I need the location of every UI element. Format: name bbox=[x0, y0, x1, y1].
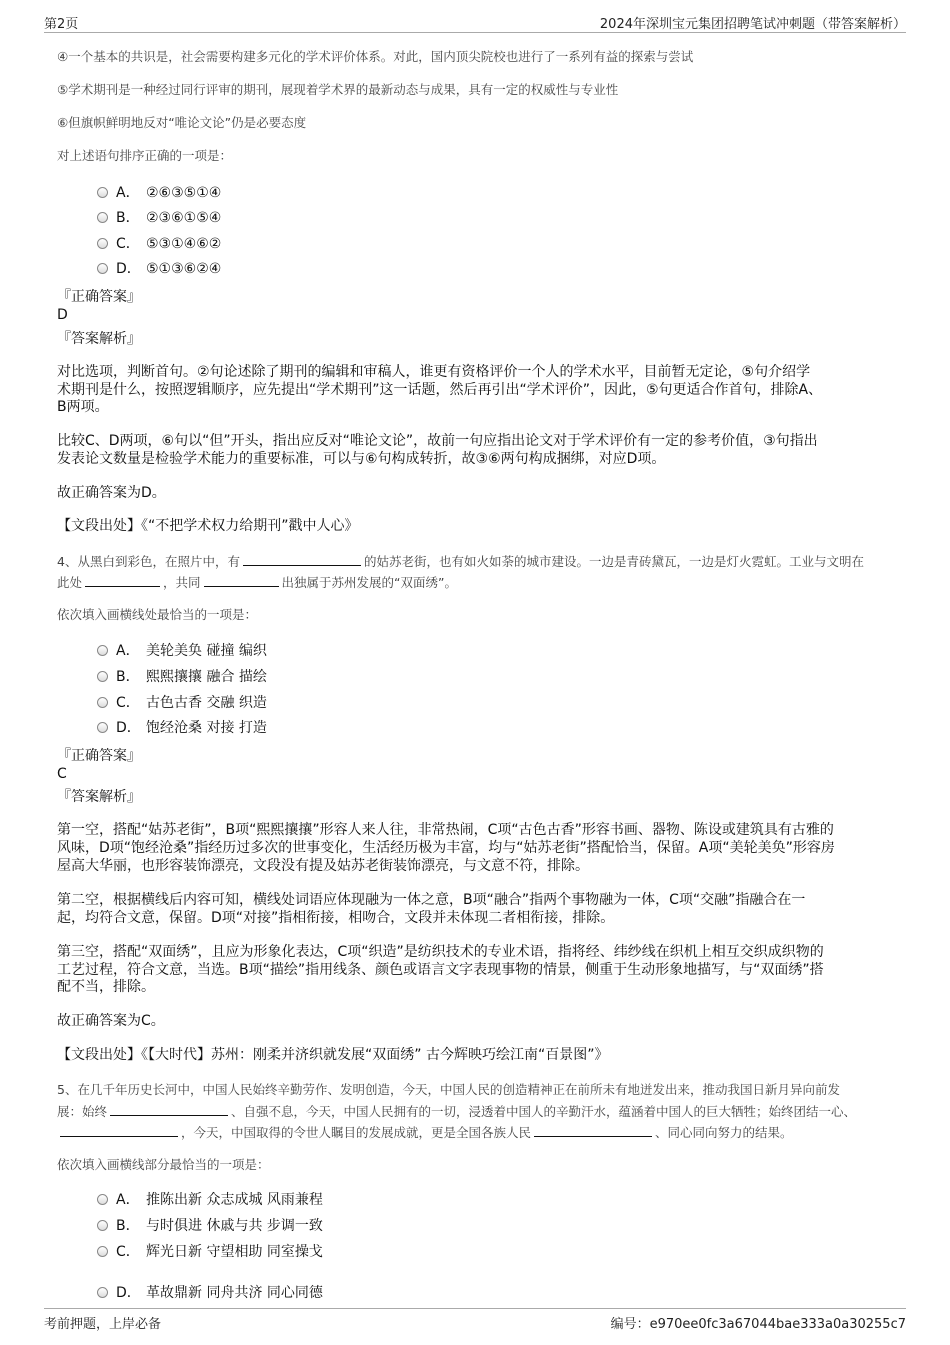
stem-text: 、同心同向努力的结果。 bbox=[655, 1125, 793, 1140]
radio-button[interactable] bbox=[97, 263, 108, 274]
analysis-line: 工艺过程，符合文意，当选。B项“描绘”指用线条、颜色或语言文字表现事物的情景，侧重于生动形象地描写，与“双面绣”搭 bbox=[57, 962, 824, 978]
option-text: 与时俱进 休戚与共 步调一致 bbox=[146, 1218, 323, 1234]
option-d[interactable] bbox=[97, 1284, 323, 1302]
radio-button[interactable] bbox=[97, 697, 108, 708]
option-text: ②③⑥①⑤④ bbox=[146, 210, 222, 226]
document-title: 2024年深圳宝元集团招聘笔试冲刺题（带答案解析） bbox=[599, 17, 906, 32]
question-stem-line bbox=[57, 1103, 856, 1121]
footer-divider bbox=[44, 1308, 906, 1309]
question-prompt: 依次填入画横线部分最恰当的一项是： bbox=[57, 1157, 270, 1172]
document-code: 编号：e970ee0fc3a67044bae333a0a30255c7 bbox=[610, 1317, 906, 1332]
analysis-line: 风味，D项“饱经沧桑”指经历过多次的世事变化，生活经历极为丰富，均与“姑苏老街”搭配恰当，保留。A项“美轮美奂”形容房 bbox=[57, 840, 835, 856]
stem-text: 展：始终 bbox=[57, 1104, 108, 1119]
option-label: B． bbox=[116, 669, 140, 685]
option-text: 推陈出新 众志成城 风雨兼程 bbox=[146, 1192, 323, 1208]
stem-text: 出独属于苏州发展的“双面绣”。 bbox=[281, 575, 457, 590]
option-label: B． bbox=[116, 1218, 140, 1234]
analysis-line: 起，均符合文意，保留。D项“对接”指相衔接，相吻合，文段并未体现二者相衔接，排除。 bbox=[57, 910, 615, 926]
fill-blank bbox=[534, 1124, 652, 1137]
option-text: 辉光日新 守望相助 同室操戈 bbox=[146, 1244, 323, 1260]
question-stem-line bbox=[57, 574, 457, 592]
analysis-line: 第一空，搭配“姑苏老街”，B项“熙熙攘攘”形容人来人往，非常热闹，C项“古色古香”形容书画、器物、陈设或建筑具有古雅的 bbox=[57, 822, 834, 838]
header-divider bbox=[44, 32, 906, 33]
radio-button[interactable] bbox=[97, 212, 108, 223]
option-text: 美轮美奂 碰撞 编织 bbox=[146, 643, 267, 659]
analysis-line: 故正确答案为D。 bbox=[57, 485, 166, 501]
fill-blank bbox=[243, 553, 361, 566]
correct-answer: C bbox=[57, 766, 67, 782]
option-text: 熙熙攘攘 融合 描绘 bbox=[146, 669, 267, 685]
option-label: A． bbox=[116, 185, 140, 201]
stem-text: 、自强不息，今天，中国人民拥有的一切，浸透着中国人的辛勤汗水，蕴涵着中国人的巨大牺牲；始终团结一心、 bbox=[231, 1104, 857, 1119]
footer-slogan: 考前押题，上岸必备 bbox=[44, 1317, 162, 1332]
option-b[interactable] bbox=[97, 209, 221, 227]
correct-answer: D bbox=[57, 307, 68, 323]
option-label: C． bbox=[116, 236, 140, 252]
statement: ⑥但旗帜鲜明地反对“唯论文论”仍是必要态度 bbox=[57, 115, 307, 130]
analysis-line: 术期刊是什么，按照逻辑顺序，应先提出“学术期刊”这一话题，然后再引出“学术评价”，因此，⑤句更适合作首句，排除A、 bbox=[57, 382, 823, 398]
option-b[interactable] bbox=[97, 668, 267, 686]
option-text: 饱经沧桑 对接 打造 bbox=[146, 720, 267, 736]
radio-button[interactable] bbox=[97, 1287, 108, 1298]
stem-text: 此处 bbox=[57, 575, 83, 590]
answer-heading: 『正确答案』 bbox=[57, 748, 141, 764]
analysis-line: 第二空，根据横线后内容可知，横线处词语应体现融为一体之意，B项“融合”指两个事物融为一体，C项“交融”指融合在一 bbox=[57, 892, 806, 908]
fill-blank bbox=[204, 574, 279, 587]
analysis-line: 第三空，搭配“双面绣”，且应为形象化表达，C项“织造”是纺织技术的专业术语，指将经、纬纱线在织机上相互交织成织物的 bbox=[57, 944, 824, 960]
stem-text: ，共同 bbox=[163, 575, 201, 590]
fill-blank bbox=[60, 1124, 178, 1137]
radio-button[interactable] bbox=[97, 187, 108, 198]
option-a[interactable] bbox=[97, 642, 267, 660]
option-c[interactable] bbox=[97, 694, 267, 712]
question-stem-line bbox=[57, 1124, 793, 1142]
statement: ④一个基本的共识是，社会需要构建多元化的学术评价体系。对此，国内顶尖院校也进行了一系列有益的探索与尝试 bbox=[57, 49, 694, 64]
radio-button[interactable] bbox=[97, 1194, 108, 1205]
radio-button[interactable] bbox=[97, 1220, 108, 1231]
option-c[interactable] bbox=[97, 1243, 323, 1261]
option-label: D． bbox=[116, 720, 141, 736]
radio-button[interactable] bbox=[97, 671, 108, 682]
fill-blank bbox=[110, 1103, 228, 1116]
option-c[interactable] bbox=[97, 235, 221, 253]
radio-button[interactable] bbox=[97, 1246, 108, 1257]
analysis-line: 【文段出处】《“不把学术权力给期刊”戳中人心》 bbox=[57, 518, 359, 534]
analysis-line: 比较C、D两项，⑥句以“但”开头，指出应反对“唯论文论”，故前一句应指出论文对于学术评价有一定的参考价值，③句指出 bbox=[57, 433, 818, 449]
fill-blank bbox=[85, 574, 160, 587]
question-prompt: 对上述语句排序正确的一项是： bbox=[57, 148, 233, 163]
radio-button[interactable] bbox=[97, 722, 108, 733]
analysis-line: 故正确答案为C。 bbox=[57, 1013, 165, 1029]
analysis-line: 屋高大华丽，也形容装饰漂亮，文段没有提及姑苏老街装饰漂亮，与文意不符，排除。 bbox=[57, 858, 589, 874]
option-label: D． bbox=[116, 261, 141, 277]
option-text: ②⑥③⑤①④ bbox=[146, 185, 222, 201]
option-text: 古色古香 交融 织造 bbox=[146, 695, 267, 711]
analysis-line: 对比选项，判断首句。②句论述除了期刊的编辑和审稿人，谁更有资格评价一个人的学术水平，目前暂无定论，⑤句介绍学 bbox=[57, 364, 811, 380]
analysis-line: 发表论文数量是检验学术能力的重要标准，可以与⑥句构成转折，故③⑥两句构成捆绑，对应D项。 bbox=[57, 451, 666, 467]
analysis-heading: 『答案解析』 bbox=[57, 331, 141, 347]
option-text: ⑤③①④⑥② bbox=[146, 236, 222, 252]
statement: ⑤学术期刊是一种经过同行评审的期刊，展现着学术界的最新动态与成果，具有一定的权威性与专业性 bbox=[57, 82, 619, 97]
option-text: 革故鼎新 同舟共济 同心同德 bbox=[146, 1285, 323, 1301]
option-label: A． bbox=[116, 643, 140, 659]
stem-text: ，今天，中国取得的令世人瞩目的发展成就，更是全国各族人民 bbox=[181, 1125, 532, 1140]
option-b[interactable] bbox=[97, 1217, 323, 1235]
page-number: 第2页 bbox=[44, 17, 79, 32]
analysis-heading: 『答案解析』 bbox=[57, 789, 141, 805]
question-prompt: 依次填入画横线处最恰当的一项是： bbox=[57, 607, 258, 622]
option-label: C． bbox=[116, 695, 140, 711]
option-d[interactable] bbox=[97, 260, 221, 278]
answer-heading: 『正确答案』 bbox=[57, 289, 141, 305]
stem-text: 的姑苏老街，也有如火如荼的城市建设。一边是青砖黛瓦，一边是灯火霓虹。工业与文明在 bbox=[363, 554, 864, 569]
radio-button[interactable] bbox=[97, 645, 108, 656]
question-stem-line bbox=[57, 553, 864, 571]
stem-text: 4、从黑白到彩色，在照片中，有 bbox=[57, 554, 240, 569]
option-d[interactable] bbox=[97, 719, 267, 737]
option-label: A． bbox=[116, 1192, 140, 1208]
analysis-line: B两项。 bbox=[57, 399, 109, 415]
question-stem-line bbox=[57, 1081, 840, 1099]
option-a[interactable] bbox=[97, 1191, 323, 1209]
analysis-line: 【文段出处】《【大时代】苏州：刚柔并济织就发展“双面绣” 古今辉映巧绘江南“百景图”》 bbox=[57, 1047, 609, 1063]
stem-text: 5、在几千年历史长河中，中国人民始终辛勤劳作、发明创造，今天，中国人民的创造精神正在前所未有地迸发出来，推动我国日新月异向前发 bbox=[57, 1082, 840, 1097]
option-label: D． bbox=[116, 1285, 141, 1301]
option-a[interactable] bbox=[97, 184, 221, 202]
option-label: B． bbox=[116, 210, 140, 226]
analysis-line: 配不当，排除。 bbox=[57, 979, 155, 995]
radio-button[interactable] bbox=[97, 238, 108, 249]
option-label: C． bbox=[116, 1244, 140, 1260]
option-text: ⑤①③⑥②④ bbox=[146, 261, 222, 277]
